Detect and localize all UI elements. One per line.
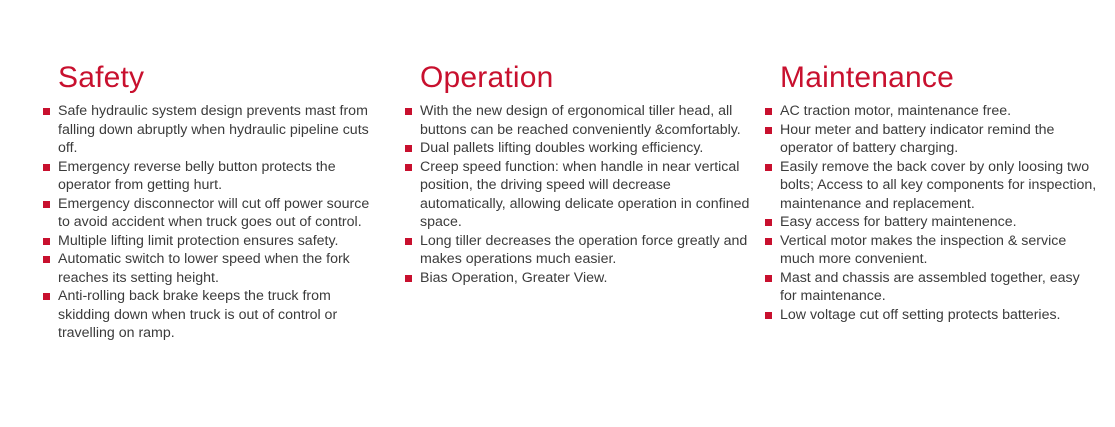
- list-item: [420, 269, 750, 288]
- bullet-icon: [765, 164, 772, 171]
- list-item: [780, 213, 1100, 232]
- list-item-text: Safe hydraulic system design prevents mast from falling down abruptly when hydraulic pipeline cuts off.: [58, 103, 369, 156]
- bullet-icon: [405, 275, 412, 282]
- list-item: [420, 158, 750, 232]
- bullet-icon: [765, 127, 772, 134]
- maintenance-list: [780, 102, 1100, 324]
- list-item-text: Hour meter and battery indicator remind the operator of battery charging.: [780, 121, 1055, 156]
- operation-title: Operation: [420, 61, 554, 94]
- list-item-text: Dual pallets lifting doubles working efficiency.: [420, 140, 704, 156]
- safety-section: [58, 60, 378, 343]
- bullet-icon: [765, 312, 772, 319]
- list-item-text: Vertical motor makes the inspection & service much more convenient.: [780, 232, 1067, 267]
- list-item: [780, 306, 1100, 325]
- bullet-icon: [43, 293, 50, 300]
- list-item-text: Automatic switch to lower speed when the fork reaches its setting height.: [58, 251, 350, 286]
- operation-section: [420, 60, 750, 287]
- safety-title: Safety: [58, 61, 145, 94]
- list-item-text: Bias Operation, Greater View.: [420, 269, 608, 286]
- list-item: [58, 287, 378, 343]
- bullet-icon: [43, 201, 50, 208]
- list-item: [420, 102, 750, 139]
- bullet-icon: [765, 275, 772, 282]
- list-item-text: Anti-rolling back brake keeps the truck from skidding down when truck is out of control or travelling on ramp.: [58, 288, 338, 341]
- bullet-icon: [765, 219, 772, 226]
- bullet-icon: [765, 108, 772, 115]
- list-item: [780, 102, 1100, 121]
- bullet-icon: [405, 238, 412, 245]
- list-item-text: Long tiller decreases the operation force greatly and makes operations much easier.: [420, 232, 748, 267]
- list-item-text: Easily remove the back cover by only loosing two bolts; Access to all key components for inspection, maintenance and replacement.: [780, 158, 1097, 212]
- bullet-icon: [405, 108, 412, 115]
- list-item: [58, 158, 378, 195]
- bullet-icon: [43, 164, 50, 171]
- maintenance-title: Maintenance: [780, 61, 954, 94]
- list-item: [780, 158, 1100, 214]
- list-item-text: AC traction motor, maintenance free.: [780, 103, 1012, 119]
- list-item: [58, 195, 378, 232]
- bullet-icon: [765, 238, 772, 245]
- list-item-text: With the new design of ergonomical tiller head, all buttons can be reached conveniently &comfortably.: [420, 103, 741, 138]
- list-item: [58, 232, 378, 251]
- bullet-icon: [405, 145, 412, 152]
- list-item-text: Emergency disconnector will cut off power source to avoid accident when truck goes out of control.: [58, 195, 370, 230]
- list-item: [420, 139, 750, 158]
- bullet-icon: [43, 256, 50, 263]
- list-item: [58, 250, 378, 287]
- list-item-text: Mast and chassis are assembled together, easy for maintenance.: [780, 269, 1080, 304]
- safety-list: [58, 102, 378, 343]
- list-item-text: Easy access for battery maintenence.: [780, 214, 1017, 230]
- list-item-text: Low voltage cut off setting protects batteries.: [780, 306, 1061, 323]
- list-item-text: Creep speed function: when handle in near vertical position, the driving speed will decrease automatically, allowing delicate operation in confined space.: [420, 158, 750, 230]
- bullet-icon: [43, 238, 50, 245]
- list-item: [58, 102, 378, 158]
- list-item: [780, 232, 1100, 269]
- list-item: [780, 269, 1100, 306]
- bullet-icon: [43, 108, 50, 115]
- list-item: [420, 232, 750, 269]
- list-item: [780, 121, 1100, 158]
- list-item-text: Multiple lifting limit protection ensures safety.: [58, 232, 339, 249]
- list-item-text: Emergency reverse belly button protects the operator from getting hurt.: [58, 158, 336, 193]
- bullet-icon: [405, 164, 412, 171]
- maintenance-section: [780, 60, 1100, 324]
- operation-list: [420, 102, 750, 287]
